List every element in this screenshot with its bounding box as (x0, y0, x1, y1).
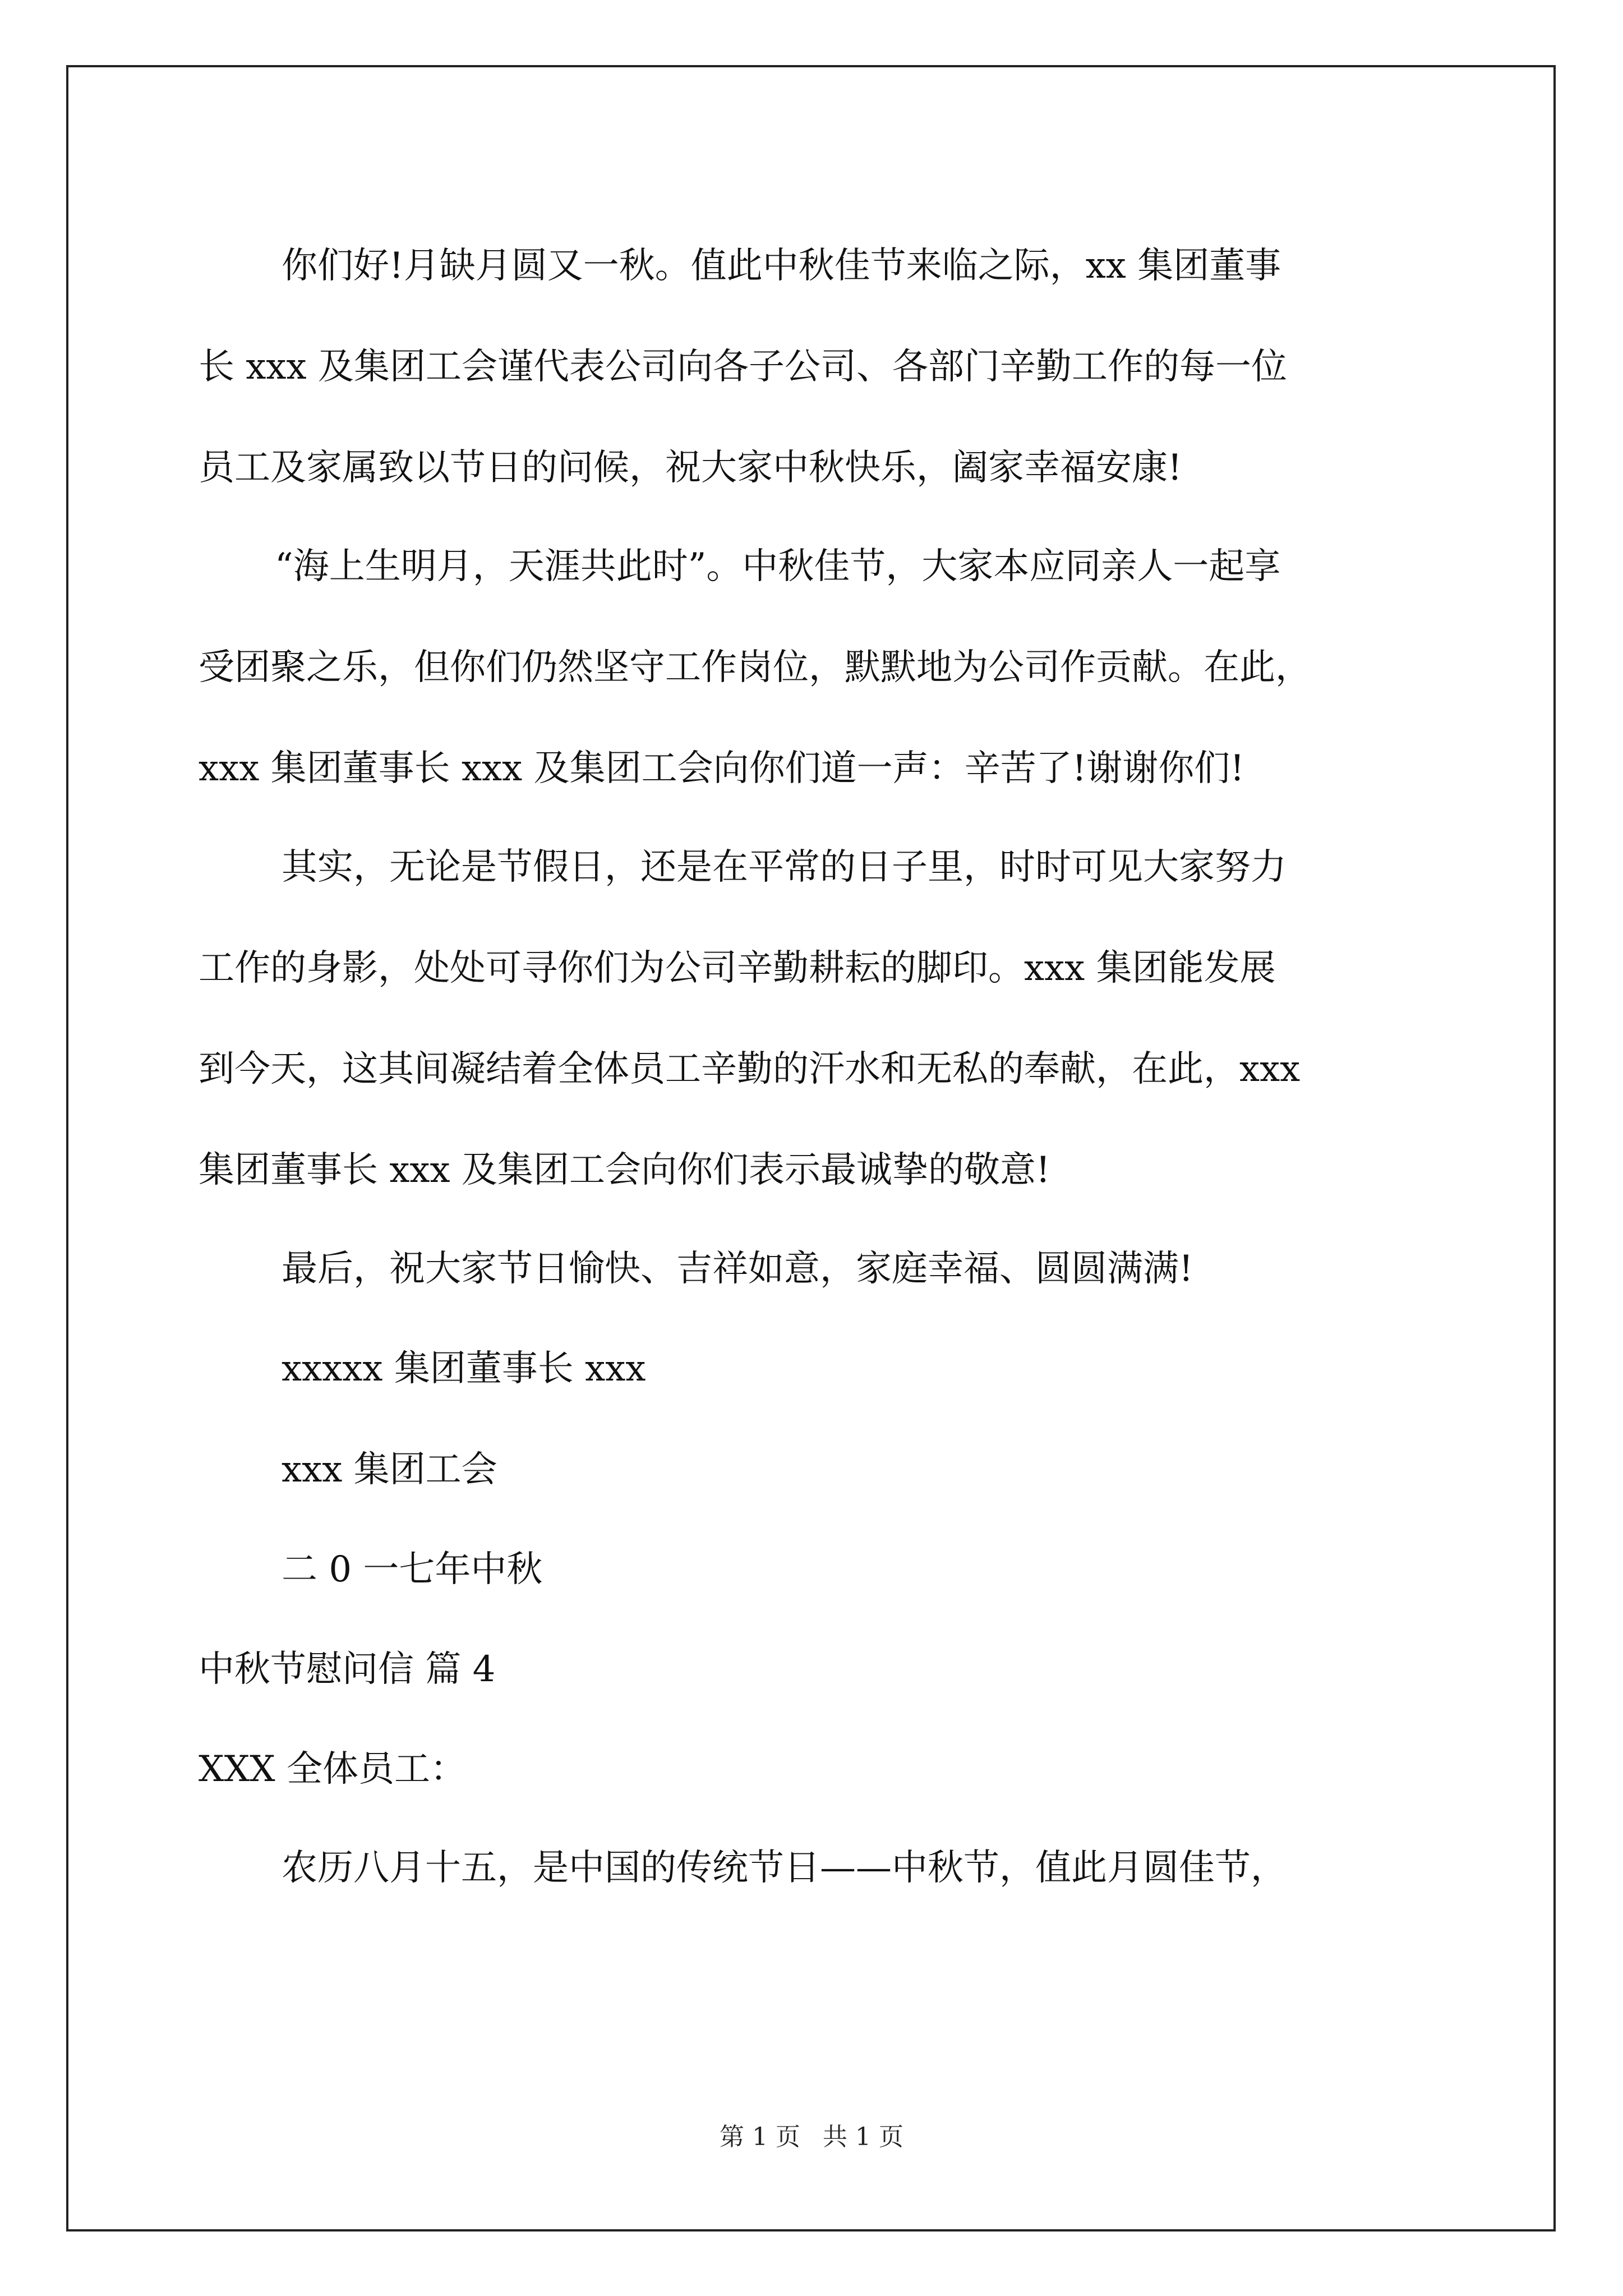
text-line: 到今天，这其间凝结着全体员工辛勤的汗水和无私的奉献，在此，xxx (199, 1048, 1301, 1090)
text-line: 员工及家属致以节日的问候，祝大家中秋快乐，阖家幸福安康! (199, 447, 1182, 489)
page-number: 第 1 页 (720, 2123, 800, 2151)
text-line: xxx 集团工会 (282, 1449, 497, 1490)
signature-union (199, 1419, 1455, 1520)
paragraph-thanks (199, 516, 1455, 819)
signature-date (199, 1519, 1455, 1620)
section-heading (199, 1619, 1455, 1720)
text-line: 其实，无论是节假日，还是在平常的日子里，时时可见大家努力 (282, 846, 1287, 888)
text-line: 受团聚之乐，但你们仍然坚守工作岗位，默默地为公司作贡献。在此， (199, 647, 1311, 688)
text-line: 长 xxx 及集团工会谨代表公司向各子公司、各部门辛勤工作的每一位 (199, 346, 1287, 388)
text-line: 中秋节慰问信 篇 4 (199, 1649, 496, 1690)
text-line: 集团董事长 xxx 及集团工会向你们表示最诚挚的敬意! (199, 1149, 1050, 1191)
text-line: xxxxx 集团董事长 xxx (282, 1348, 646, 1389)
paragraph-opening (199, 1818, 1455, 1918)
paragraph-closing-wish (199, 1218, 1455, 1319)
text-line: xxx 集团董事长 xxx 及集团工会向你们道一声：辛苦了!谢谢你们! (199, 748, 1245, 789)
paragraph-greeting (199, 215, 1455, 518)
page-footer (0, 2120, 1623, 2154)
signature-chairman (199, 1318, 1455, 1419)
text-line: XXX 全体员工： (199, 1749, 467, 1790)
paragraph-tribute (199, 817, 1455, 1221)
salutation (199, 1719, 1455, 1820)
text-line: “海上生明月，天涯共此时”。中秋佳节，大家本应同亲人一起享 (275, 546, 1281, 587)
text-line: 二 0 一七年中秋 (282, 1549, 543, 1590)
text-line: 你们好!月缺月圆又一秋。值此中秋佳节来临之际，xx 集团董事 (282, 245, 1281, 287)
text-line: 农历八月十五，是中国的传统节日——中秋节，值此月圆佳节， (282, 1847, 1287, 1889)
text-line: 工作的身影，处处可寻你们为公司辛勤耕耘的脚印。xxx 集团能发展 (199, 947, 1276, 989)
page-total: 共 1 页 (823, 2123, 903, 2151)
text-line: 最后，祝大家节日愉快、吉祥如意，家庭幸福、圆圆满满! (282, 1248, 1193, 1290)
